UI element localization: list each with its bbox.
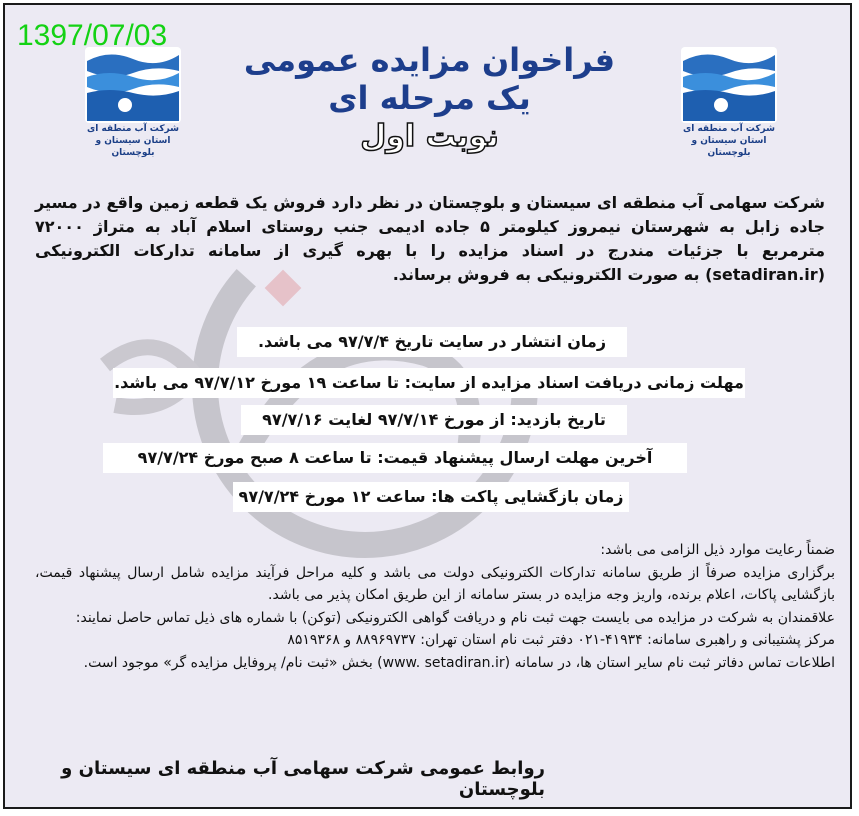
sub-title: یک مرحله ای — [328, 79, 531, 117]
logo-caption-line2: استان سیستان و بلوچستان — [691, 136, 767, 158]
logo-caption-line1: شرکت آب منطقه ای — [682, 124, 776, 134]
notes-item-procedure: برگزاری مزایده صرفاً از طریق سامانه تدارکات الکترونیکی دولت می باشد و کلیه مراحل فرآیند مزایده شامل ارسال پیشنهاد قیمت، بازگشایی پاکات، اعلام برنده، واریز وجه مزایده در بستر سامانه از این طریق امکان پذیر می باشد. — [35, 564, 835, 603]
notes-section — [35, 539, 835, 674]
footer-signature: روابط عمومی شرکت سهامی آب منطقه ای سیستان و بلوچستان — [61, 758, 545, 800]
intro-paragraph: شرکت سهامی آب منطقه ای سیستان و بلوچستان در نظر دارد فروش یک قطعه زمین واقع در مسیر جاده زابل به شهرستان نیمروز کیلومتر ۵ جاده ادیمی جنب روستای اسلام آباد به متراژ ۷۲۰۰۰ مترمربع با جزئیات مندرج در اسناد مزایده را با بهره گیری از سامانه تدارکات الکترونیکی (setadiran.ir) به صورت الکترونیکی به فروش برساند. — [35, 193, 826, 284]
schedule-item-publish: زمان انتشار در سایت تاریخ ۹۷/۷/۴ می باشد. — [237, 327, 627, 357]
schedule-item-visit: تاریخ بازدید: از مورخ ۹۷/۷/۱۴ لغایت ۹۷/۷/۱۶ — [241, 405, 627, 435]
notes-item-other-provinces: اطلاعات تماس دفاتر ثبت نام سایر استان ها، در سامانه (www. setadiran.ir) بخش «ثبت نام/ پروفایل مزایده گر» موجود است. — [83, 654, 835, 671]
schedule-item-opening: زمان بازگشایی پاکت ها: ساعت ۱۲ مورخ ۹۷/۷/۲۴ — [233, 482, 629, 512]
notes-intro: ضمناً رعایت موارد ذیل الزامی می باشد: — [600, 542, 835, 558]
logo-caption-line1: شرکت آب منطقه ای — [86, 124, 180, 134]
advertisement-frame — [3, 3, 852, 809]
schedule-item-documents: مهلت زمانی دریافت اسناد مزایده از سایت: تا ساعت ۱۹ مورخ ۹۷/۷/۱۲ می باشد. — [113, 368, 745, 398]
notes-item-registration: علاقمندان به شرکت در مزایده می بایست جهت ثبت نام و دریافت گواهی الکترونیکی (توکن) با شماره های ذیل تماس حاصل نمایند: — [75, 609, 835, 626]
logo-caption-line2: استان سیستان و بلوچستان — [95, 136, 171, 158]
date-stamp: 1397/07/03 — [17, 19, 168, 52]
round-title: نوبت اول — [360, 119, 499, 154]
header-titles — [5, 41, 852, 157]
notes-item-support-phones: مرکز پشتیبانی و راهبری سامانه: ۴۱۹۳۴-۰۲۱ دفتر ثبت نام استان تهران: ۸۸۹۶۹۷۳۷ و ۸۵۱۹۳۶۸ — [287, 632, 835, 648]
schedule-item-bid-deadline: آخرین مهلت ارسال پیشنهاد قیمت: تا ساعت ۸ صبح مورخ ۹۷/۷/۲۴ — [103, 443, 687, 473]
main-title: فراخوان مزایده عمومی — [243, 41, 616, 79]
